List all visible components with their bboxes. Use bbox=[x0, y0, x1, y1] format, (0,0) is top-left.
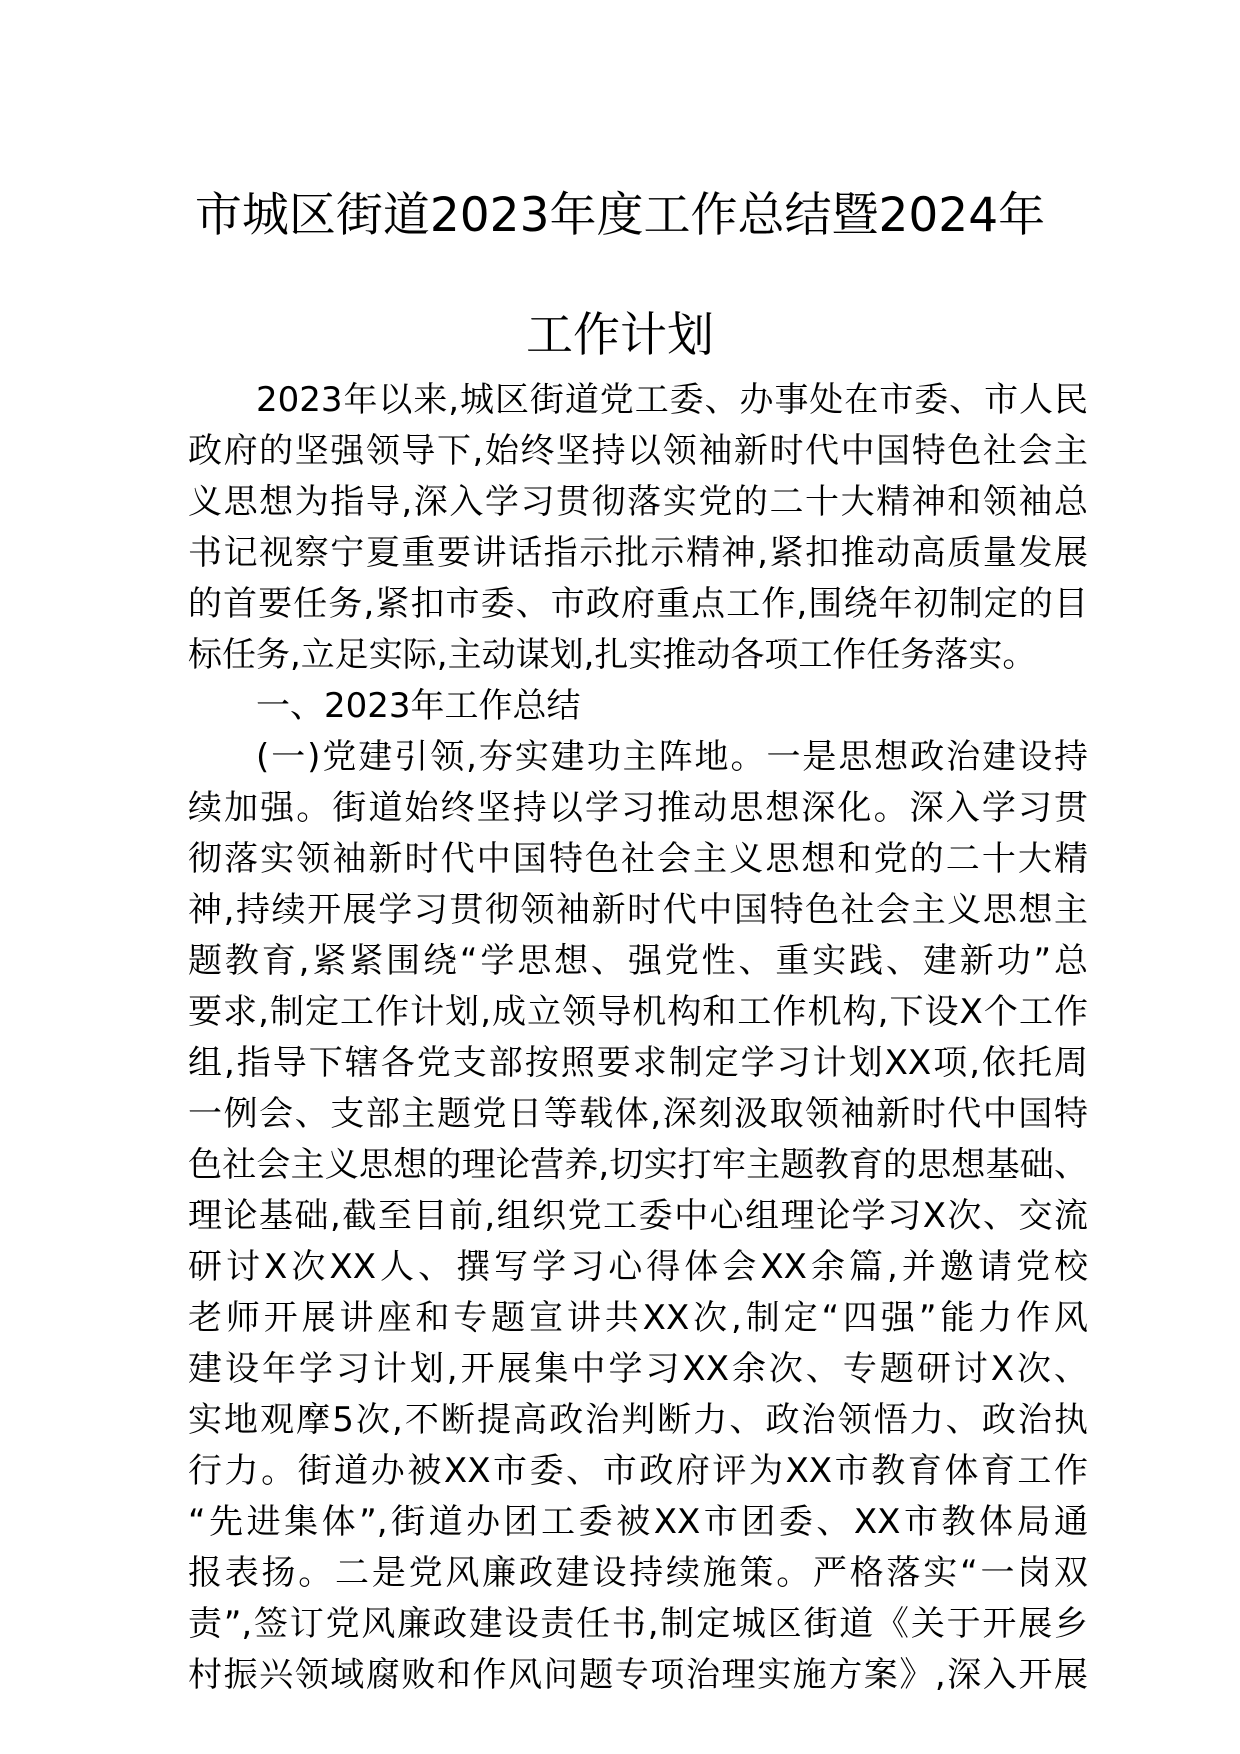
body-line: 色社会主义思想的理论营养,切实打牢主题教育的思想基础、 bbox=[188, 1145, 1088, 1185]
body-line: (一)党建引领,夯实建功主阵地。一是思想政治建设持 bbox=[256, 737, 1088, 777]
body-line: 要求,制定工作计划,成立领导机构和工作机构,下设X个工作 bbox=[188, 992, 1088, 1032]
body-line: 义思想为指导,深入学习贯彻落实党的二十大精神和领袖总 bbox=[188, 482, 1088, 522]
body-line: “先进集体”,街道办团工委被XX市团委、XX市教体局通 bbox=[188, 1502, 1088, 1542]
body-line: 实地观摩5次,不断提高政治判断力、政治领悟力、政治执 bbox=[188, 1400, 1088, 1440]
document-title-line-1: 市城区街道2023年度工作总结暨2024年 bbox=[194, 188, 1046, 243]
body-line: 组,指导下辖各党支部按照要求制定学习计划XX项,依托周 bbox=[188, 1043, 1088, 1083]
body-line: 老师开展讲座和专题宣讲共XX次,制定“四强”能力作风 bbox=[188, 1298, 1088, 1338]
body-line: 书记视察宁夏重要讲话指示批示精神,紧扣推动高质量发展 bbox=[188, 533, 1088, 573]
body-line: 标任务,立足实际,主动谋划,扎实推动各项工作任务落实。 bbox=[188, 635, 1037, 675]
body-line: 行力。街道办被XX市委、市政府评为XX市教育体育工作 bbox=[188, 1451, 1088, 1491]
body-line: 2023年以来,城区街道党工委、办事处在市委、市人民 bbox=[256, 380, 1088, 420]
body-line: 续加强。街道始终坚持以学习推动思想深化。深入学习贯 bbox=[188, 788, 1088, 828]
body-line: 建设年学习计划,开展集中学习XX余次、专题研讨X次、 bbox=[188, 1349, 1088, 1389]
body-line: 彻落实领袖新时代中国特色社会主义思想和党的二十大精 bbox=[188, 839, 1088, 879]
body-line: 研讨X次XX人、撰写学习心得体会XX余篇,并邀请党校 bbox=[188, 1247, 1088, 1287]
section-heading: 一、2023年工作总结 bbox=[256, 686, 581, 726]
body-line: 村振兴领域腐败和作风问题专项治理实施方案》,深入开展 bbox=[188, 1655, 1088, 1695]
body-line: 神,持续开展学习贯彻领袖新时代中国特色社会主义思想主 bbox=[188, 890, 1088, 930]
body-line: 的首要任务,紧扣市委、市政府重点工作,围绕年初制定的目 bbox=[188, 584, 1088, 624]
body-line: 责”,签订党风廉政建设责任书,制定城区街道《关于开展乡 bbox=[188, 1604, 1088, 1644]
body-line: 一例会、支部主题党日等载体,深刻汲取领袖新时代中国特 bbox=[188, 1094, 1088, 1134]
body-line: 理论基础,截至目前,组织党工委中心组理论学习X次、交流 bbox=[188, 1196, 1088, 1236]
body-line: 报表扬。二是党风廉政建设持续施策。严格落实“一岗双 bbox=[188, 1553, 1088, 1593]
document-title-line-2: 工作计划 bbox=[526, 308, 714, 363]
body-line: 政府的坚强领导下,始终坚持以领袖新时代中国特色社会主 bbox=[188, 431, 1088, 471]
body-line: 题教育,紧紧围绕“学思想、强党性、重实践、建新功”总 bbox=[188, 941, 1088, 981]
